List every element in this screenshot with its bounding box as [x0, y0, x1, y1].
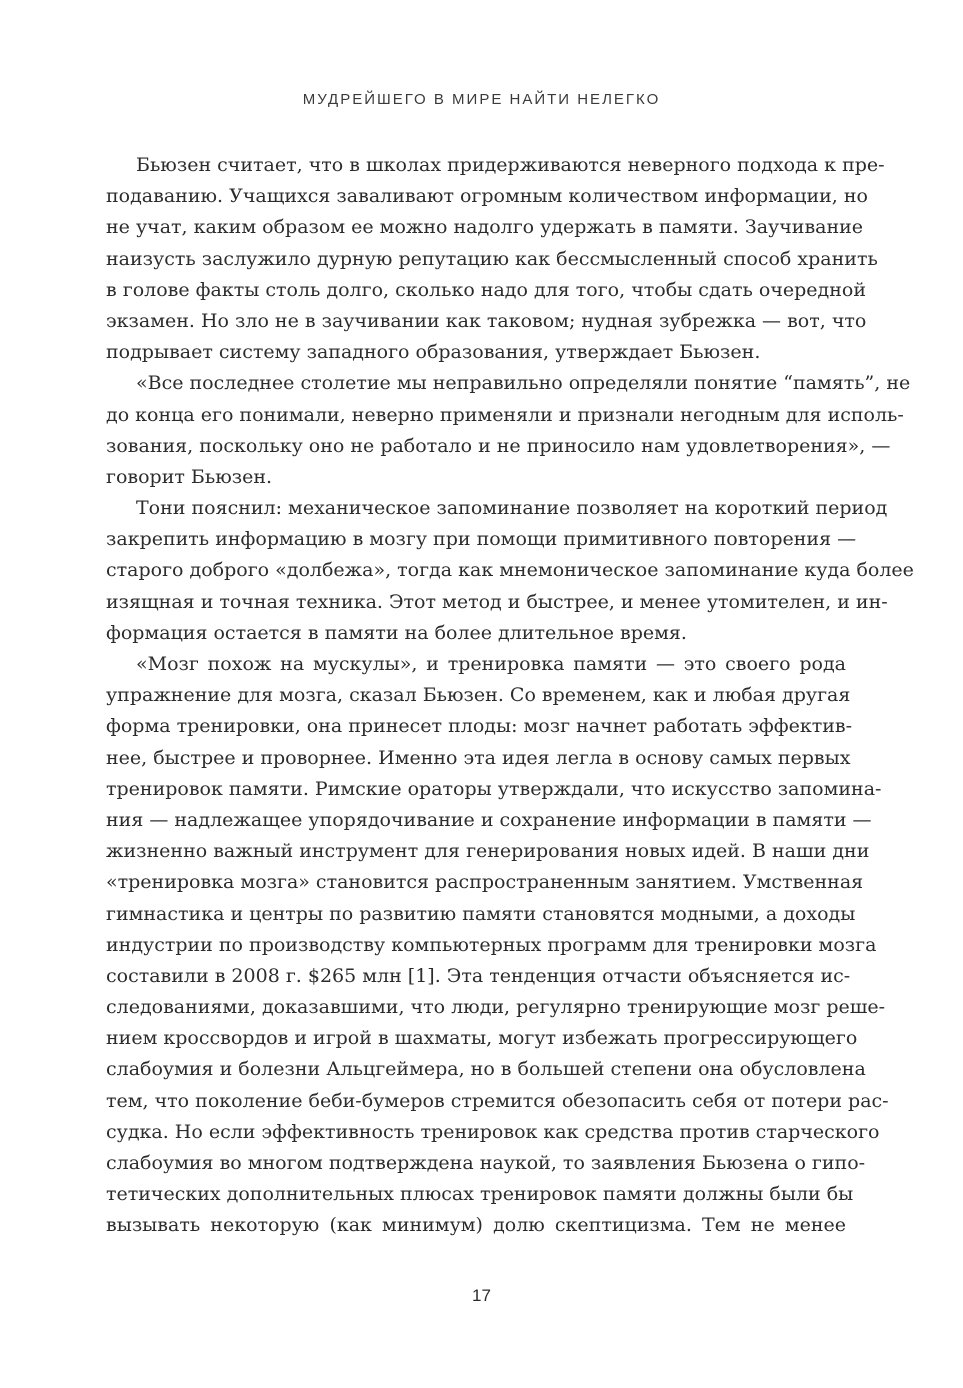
- page-number: 17: [472, 1286, 491, 1305]
- text-line: подаванию. Учащихся заваливают огромным количеством информации, но: [106, 185, 868, 208]
- text-line: старого доброго «долбежа», тогда как мнемоническое запоминание куда более: [106, 559, 914, 582]
- text-line: вызывать некоторую (как минимум) долю скептицизма. Тем не менее: [106, 1214, 846, 1237]
- text-line: тем, что поколение беби-бумеров стремится обезопасить себя от потери рас-: [106, 1089, 889, 1112]
- text-line: наизусть заслужило дурную репутацию как бессмысленный способ хранить: [106, 247, 878, 270]
- text-line: подрывает систему западного образования, утверждает Бьюзен.: [106, 341, 761, 364]
- running-head: МУДРЕЙШЕГО В МИРЕ НАЙТИ НЕЛЕГКО: [302, 91, 661, 108]
- text-line: до конца его понимали, неверно применяли и признали негодным для исполь-: [106, 403, 904, 426]
- text-line: в голове факты столь долго, сколько надо для того, чтобы сдать очередной: [106, 278, 866, 301]
- text-line: тетических дополнительных плюсах тренировок памяти должны были бы: [106, 1183, 854, 1206]
- text-line: упражнение для мозга, сказал Бьюзен. Со временем, как и любая другая: [106, 684, 851, 707]
- text-line: нием кроссвордов и игрой в шахматы, могут избежать прогрессирующего: [106, 1027, 858, 1050]
- text-line: нее, быстрее и проворнее. Именно эта идея легла в основу самых первых: [106, 746, 851, 769]
- text-line: тренировок памяти. Римские ораторы утверждали, что искусство запомина-: [106, 777, 882, 800]
- paragraph-first-line: «Все последнее столетие мы неправильно определяли понятие “память”, не: [136, 372, 911, 395]
- body-text: [106, 150, 914, 1242]
- text-line: гимнастика и центры по развитию памяти становятся модными, а доходы: [106, 902, 856, 925]
- text-line: экзамен. Но зло не в заучивании как таковом; нудная зубрежка — вот, что: [106, 309, 867, 332]
- paragraph-first-line: Бьюзен считает, что в школах придерживаются неверного подхода к пре-: [136, 154, 885, 176]
- text-line: говорит Бьюзен.: [106, 465, 273, 488]
- paragraph-first-line: Тони пояснил: механическое запоминание позволяет на короткий период: [136, 497, 888, 520]
- text-line: изящная и точная техника. Этот метод и быстрее, и менее утомителен, и ин-: [106, 590, 888, 613]
- text-line: формация остается в памяти на более длительное время.: [106, 621, 687, 644]
- text-line: закрепить информацию в мозгу при помощи примитивного повторения —: [106, 528, 857, 551]
- text-line: составили в 2008 г. $265 млн [1]. Эта тенденция отчасти объясняется ис-: [106, 964, 851, 987]
- text-line: следованиями, доказавшими, что люди, регулярно тренирующие мозг реше-: [106, 996, 886, 1019]
- text-line: «тренировка мозга» становится распространенным занятием. Умственная: [106, 871, 864, 894]
- text-line: зования, поскольку оно не работало и не приносило нам удовлетворения», —: [106, 434, 891, 457]
- text-line: индустрии по производству компьютерных программ для тренировки мозга: [106, 933, 877, 956]
- text-line: судка. Но если эффективность тренировок как средства против старческого: [106, 1120, 880, 1143]
- text-line: форма тренировки, она принесет плоды: мозг начнет работать эффектив-: [106, 715, 853, 738]
- text-line: слабоумия во многом подтверждена наукой, то заявления Бьюзена о гипо-: [106, 1152, 866, 1174]
- text-line: ния — надлежащее упорядочивание и сохранение информации в памяти —: [106, 808, 872, 831]
- text-line: слабоумия и болезни Альцгеймера, но в большей степени она обусловлена: [106, 1058, 866, 1081]
- text-line: не учат, каким образом ее можно надолго удержать в памяти. Заучивание: [106, 216, 864, 239]
- paragraph-first-line: «Мозг похож на мускулы», и тренировка памяти — это своего рода: [136, 653, 846, 675]
- text-line: жизненно важный инструмент для генерирования новых идей. В наши дни: [106, 840, 870, 863]
